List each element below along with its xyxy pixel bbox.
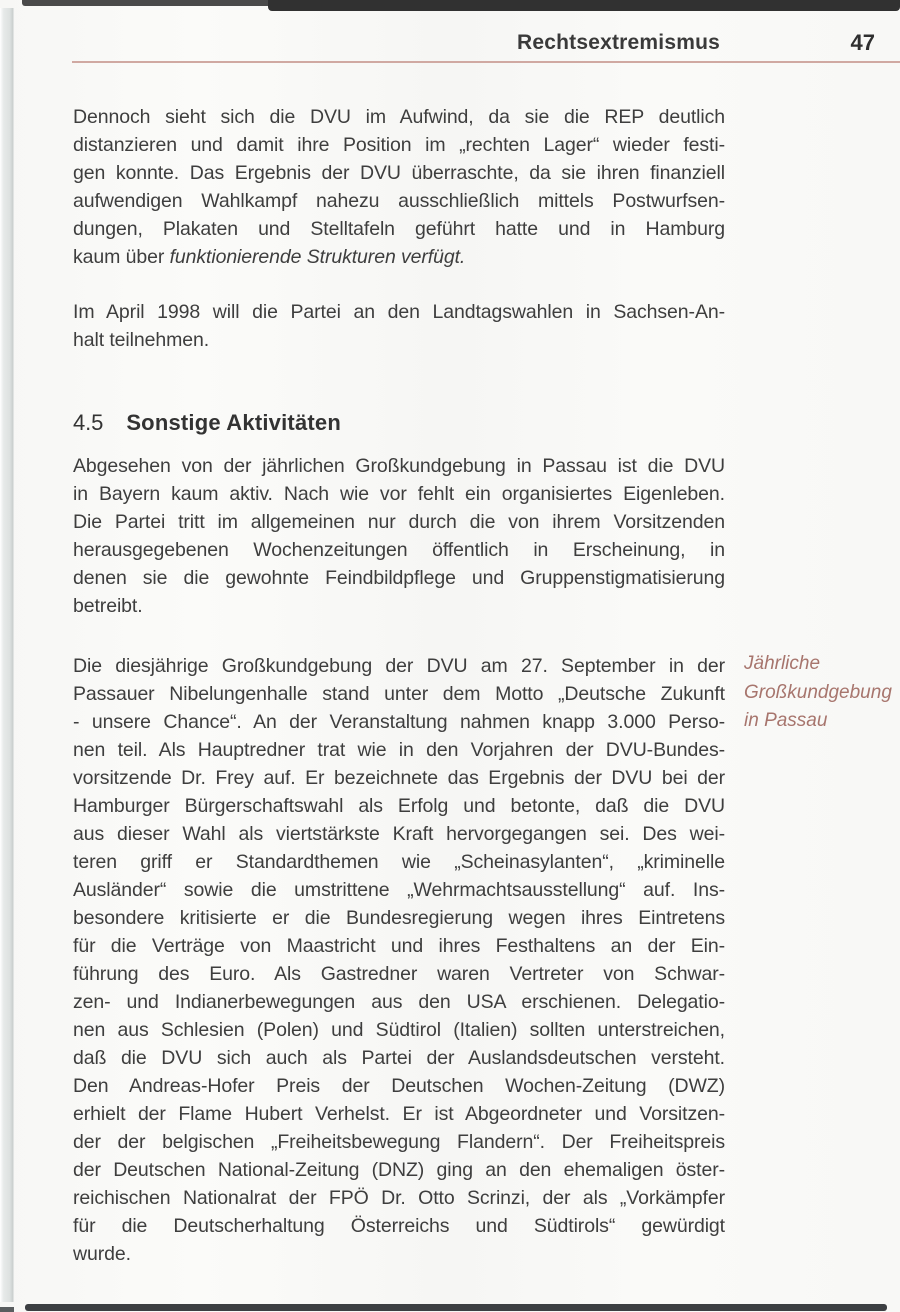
text-line: reichischen Nationalrat der FPÖ Dr. Otto Scrinzi, der als „Vorkämpfer — [73, 1187, 725, 1209]
paragraph-sonstige-aktivitaeten — [73, 452, 725, 620]
text-line: vorsitzende Dr. Frey auf. Er bezeichnete das Ergebnis der DVU bei der — [73, 767, 725, 789]
page-number: 47 — [850, 30, 875, 55]
text-line: denen sie die gewohnte Feindbildpflege und Gruppenstigmatisierung — [73, 567, 725, 589]
text-line: der Deutschen National-Zeitung (DNZ) ging an den ehemaligen öster- — [73, 1159, 725, 1181]
text-line: Dennoch sieht sich die DVU im Aufwind, da sie die REP deutlich — [73, 106, 725, 128]
text-line: der der belgischen „Freiheitsbewegung Flandern“. Der Freiheitspreis — [73, 1131, 725, 1153]
text-line: Großkundgebung — [744, 681, 892, 703]
text-line: aus dieser Wahl als viertstärkste Kraft hervorgegangen sei. Des wei- — [73, 823, 725, 845]
text-line — [73, 243, 725, 271]
paragraph-landtagswahl — [73, 298, 725, 354]
text-line: Abgesehen von der jährlichen Großkundgebung in Passau ist die DVU — [73, 455, 725, 477]
text-line: erhielt der Flame Hubert Verhelst. Er ist Abgeordneter und Vorsitzen- — [73, 1103, 725, 1125]
text-line: teren griff er Standardthemen wie „Scheinasylanten“, „kriminelle — [73, 851, 725, 873]
text-line: Hamburger Bürgerschaftswahl als Erfolg und betonte, daß die DVU — [73, 795, 725, 817]
text-line: Die Partei tritt im allgemeinen nur durch die von ihrem Vorsitzenden — [73, 511, 725, 533]
text-line: - unsere Chance“. An der Veranstaltung nahmen knapp 3.000 Perso- — [73, 711, 725, 733]
text-line: Im April 1998 will die Partei an den Landtagswahlen in Sachsen-An- — [73, 301, 725, 323]
text-line: besondere kritisierte er die Bundesregierung wegen ihres Eintretens — [73, 907, 725, 929]
text-line: Jährliche — [744, 653, 821, 674]
text-line: in Passau — [744, 710, 828, 731]
text-segment: kaum über — [73, 246, 170, 268]
text-line: zen- und Indianerbewegungen aus den USA erschienen. Delegatio- — [73, 991, 725, 1013]
text-line: aufwendigen Wahlkampf nahezu ausschließlich mittels Postwurfsen- — [73, 190, 725, 212]
section-number: 4.5 — [73, 410, 104, 435]
section-title: Sonstige Aktivitäten — [126, 410, 341, 435]
text-line: gen konnte. Das Ergebnis der DVU überraschte, da sie ihren finanziell — [73, 162, 725, 184]
text-line: Die diesjährige Großkundgebung der DVU am 27. September in der — [73, 655, 725, 677]
paragraph-dvu-aufwind — [73, 103, 725, 271]
text-line: wurde. — [73, 1243, 131, 1265]
text-line: führung des Euro. Als Gastredner waren Vertreter von Schwar- — [73, 963, 725, 985]
text-line: Passauer Nibelungenhalle stand unter dem Motto „Deutsche Zukunft — [73, 683, 725, 705]
text-line: dungen, Plakaten und Stelltafeln geführt hatte und in Hamburg — [73, 218, 725, 240]
running-header-label: Rechtsextremismus — [517, 31, 720, 54]
scan-bottom-corner — [0, 1307, 14, 1312]
text-line: betreibt. — [73, 595, 143, 617]
section-heading — [73, 408, 725, 438]
text-line: Ausländer“ sowie die umstrittene „Wehrmachtsausstellung“ auf. Ins- — [73, 879, 725, 901]
text-line: für die Verträge von Maastricht und ihres Festhaltens an der Ein- — [73, 935, 725, 957]
scan-left-edge — [0, 8, 14, 1302]
text-line: nen teil. Als Hauptredner trat wie in den Vorjahren der DVU-Bundes- — [73, 739, 725, 761]
text-line: daß die DVU sich auch als Partei der Auslandsdeutschen versteht. — [73, 1047, 725, 1069]
paragraph-grosskundgebung — [73, 652, 725, 1268]
text-segment: funktionierende Strukturen verfügt. — [169, 246, 466, 268]
text-line: herausgegebenen Wochenzeitungen öffentlich in Erscheinung, in — [73, 539, 725, 561]
text-line: nen aus Schlesien (Polen) und Südtirol (Italien) sollten unterstreichen, — [73, 1019, 725, 1041]
body-column — [73, 103, 725, 1268]
text-line: Den Andreas-Hofer Preis der Deutschen Wochen-Zeitung (DWZ) — [73, 1075, 725, 1097]
margin-note — [744, 650, 900, 736]
text-line: halt teilnehmen. — [73, 329, 210, 351]
text-line: distanzieren und damit ihre Position im „rechten Lager“ wieder festi- — [73, 134, 725, 156]
scan-top-edge-dark — [268, 0, 900, 11]
header-rule — [72, 61, 900, 63]
text-line: für die Deutscherhaltung Österreichs und Südtirols“ gewürdigt — [73, 1215, 725, 1237]
text-line: in Bayern kaum aktiv. Nach wie vor fehlt ein organisiertes Eigenleben. — [73, 483, 725, 505]
scan-bottom-edge — [25, 1304, 887, 1311]
